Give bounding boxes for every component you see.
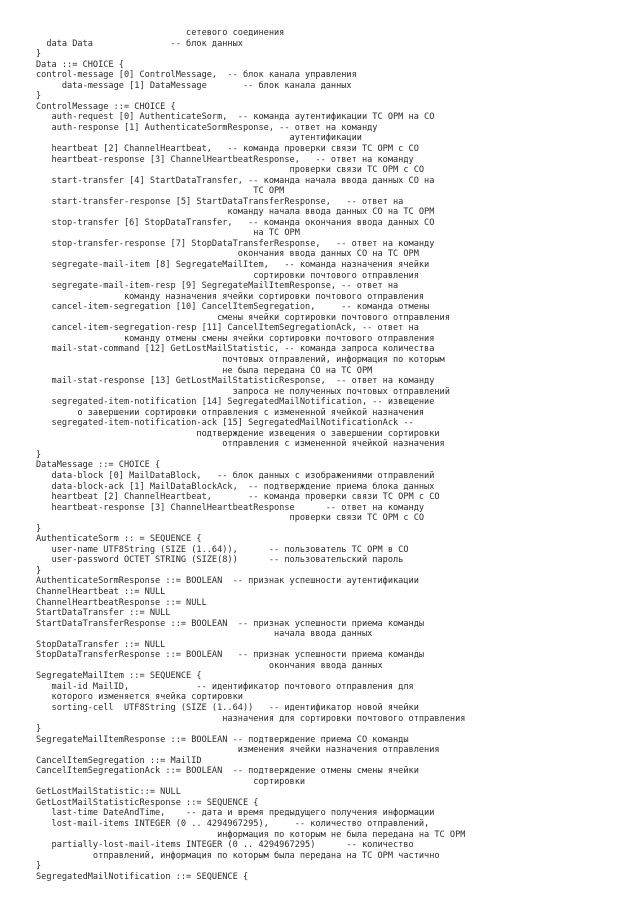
code-line: stop-transfer [6] StopDataTransfer, -- команда окончания ввода данных СО [36, 217, 435, 228]
code-line: stop-transfer-response [7] StopDataTransferResponse, -- ответ на команду [36, 238, 435, 249]
code-line: } [36, 724, 42, 735]
code-line: Data ::= CHOICE { [36, 59, 124, 70]
code-line: heartbeat-response [3] ChannelHeartbeatResponse -- ответ на команду [36, 502, 425, 513]
code-line: mail-id MailID, -- идентификатор почтового отправления для [36, 681, 414, 692]
code-line: проверки связи ТС ОРМ с СО [36, 165, 425, 176]
code-line: SegregateMailItemResponse ::= BOOLEAN -- подтверждение приема СО команды [36, 734, 409, 745]
code-line: user-name UTF8String (SIZE (1..64)), -- пользователь ТС ОРМ в СО [36, 544, 409, 555]
code-line: } [36, 49, 42, 60]
code-line: cancel-item-segregation-resp [11] CancelItemSegregationAck, -- ответ на [36, 323, 419, 334]
code-line: запроса не полученных почтовых отправлений [36, 386, 450, 397]
code-line: команду отмены смены ячейки сортировки почтового отправления [36, 333, 435, 344]
code-line: sorting-cell UTF8String (SIZE (1..64)) -- идентификатор новой ячейки [36, 703, 419, 713]
asn1-code-listing [36, 28, 626, 882]
code-line: отправления с измененной ячейкой назначения [36, 439, 445, 450]
code-line: StartDataTransfer ::= NULL [36, 608, 171, 619]
code-line: segregated-item-notification-ack [15] SegregatedMailNotificationAck -- [36, 418, 414, 429]
code-line: информация по которым не была передана на ТС ОРМ [36, 829, 466, 840]
code-line: сортировки [36, 776, 306, 787]
code-line: о завершении сортировки отправления с измененной ячейкой назначения [36, 407, 425, 418]
code-line: GetLostMailStatistic::= NULL [36, 787, 181, 798]
code-line: } [36, 91, 42, 102]
code-line: AuthenticateSormResponse ::= BOOLEAN -- признак успешности аутентификации [36, 576, 419, 587]
code-line: ChannelHeartbeat ::= NULL [36, 586, 166, 597]
code-line: start-transfer-response [5] StartDataTransferResponse, -- ответ на [36, 196, 404, 207]
code-line: CancelItemSegregation ::= MailID [36, 755, 202, 766]
code-line: mail-stat-command [12] GetLostMailStatistic, -- команда запроса количества [36, 344, 435, 355]
code-line: начала ввода данных [36, 629, 373, 640]
code-line: ControlMessage ::= CHOICE { [36, 101, 176, 112]
code-line: data-block [0] MailDataBlock, -- блок данных с изображениями отправлений [36, 470, 435, 481]
code-line: control-message [0] ControlMessage, -- блок канала управления [36, 70, 357, 81]
code-line: segregate-mail-item-resp [9] SegregateMailItemResponse, -- ответ на [36, 281, 399, 292]
code-line: segregate-mail-item [8] SegregateMailItem, -- команда назначения ячейки [36, 260, 430, 271]
code-line: не была передана СО на ТС ОРМ [36, 365, 373, 376]
code-line: команду начала ввода данных СО на ТС ОРМ [36, 207, 435, 218]
code-line: CancelItemSegregationAck ::= BOOLEAN -- подтверждение отмены смены ячейки [36, 766, 419, 777]
code-line: на ТС ОРМ [36, 228, 300, 239]
code-line: mail-stat-response [13] GetLostMailStatisticResponse, -- ответ на команду [36, 376, 435, 387]
code-line: отправлений, информация по которым была передана на ТС ОРМ частично [36, 850, 440, 861]
code-line: data-block-ack [1] MailDataBlockAck, -- подтверждение приема блока данных [36, 481, 435, 492]
code-line: } [36, 565, 42, 576]
code-line: StopDataTransfer ::= NULL [36, 639, 166, 650]
code-line: которого изменяется ячейка сортировки [36, 692, 243, 703]
code-line: auth-response [1] AuthenticateSormResponse, -- ответ на команду [36, 122, 378, 133]
code-line: сетевого соединения [36, 28, 285, 38]
code-line: ТС ОРМ [36, 186, 285, 197]
code-line: изменения ячейки назначения отправления [36, 745, 440, 756]
code-line: сортировки почтового отправления [36, 270, 419, 281]
code-line: SegregatedMailNotification ::= SEQUENCE { [36, 871, 249, 882]
code-line: lost-mail-items INTEGER (0 .. 4294967295), -- количество отправлений, [36, 819, 430, 830]
code-line: AuthenticateSorm :: = SEQUENCE { [36, 534, 202, 545]
code-line: start-transfer [4] StartDataTransfer, -- команда начала ввода данных СО на [36, 175, 435, 186]
code-line: data-message [1] DataMessage -- блок канала данных [36, 80, 352, 91]
code-line: heartbeat [2] ChannelHeartbeat, -- команда проверки связи ТС ОРМ с СО [36, 144, 419, 155]
code-line: segregated-item-notification [14] SegregatedMailNotification, -- извещение [36, 397, 435, 408]
code-line: аутентификации [36, 133, 362, 144]
code-line: StartDataTransferResponse ::= BOOLEAN -- признак успешности приема команды [36, 618, 425, 629]
code-line: heartbeat [2] ChannelHeartbeat, -- команда проверки связи ТС ОРМ с СО [36, 492, 440, 503]
code-line: окончания ввода данных [36, 660, 383, 671]
code-line: auth-request [0] AuthenticateSorm, -- команда аутентификации ТС ОРМ на СО [36, 112, 435, 123]
code-line: смены ячейки сортировки почтового отправления [36, 312, 450, 323]
code-line: cancel-item-segregation [10] CancelItemSegregation, -- команда отмены [36, 302, 430, 313]
code-line: user-password OCTET STRING (SIZE(8)) -- пользовательский пароль [36, 555, 404, 566]
code-line: } [36, 861, 42, 872]
code-line: ChannelHeartbeatResponse ::= NULL [36, 597, 207, 608]
code-line: проверки связи ТС ОРМ с СО [36, 513, 425, 524]
code-line: GetLostMailStatisticResponse ::= SEQUENCE { [36, 797, 259, 808]
code-line: SegregateMailItem ::= SEQUENCE { [36, 671, 202, 682]
code-line: окончания ввода данных СО на ТС ОРМ [36, 249, 419, 260]
code-line: StopDataTransferResponse ::= BOOLEAN -- признак успешности приема команды [36, 650, 425, 661]
code-line: почтовых отправлений, информация по которым [36, 354, 445, 365]
code-line: partially-lost-mail-items INTEGER (0 .. 4294967295) -- количество [36, 840, 414, 851]
code-line: data Data -- блок данных [36, 38, 243, 49]
code-line: } [36, 523, 42, 534]
code-line: команду назначения ячейки сортировки почтового отправления [36, 291, 425, 302]
code-line: DataMessage ::= CHOICE { [36, 460, 161, 471]
code-line: last-time DateAndTime, -- дата и время предыдущего получения информации [36, 808, 435, 819]
code-line: подтверждение извещения о завершении сортировки [36, 428, 440, 439]
code-line: назначения для сортировки почтового отправления [36, 713, 466, 724]
code-line: heartbeat-response [3] ChannelHeartbeatResponse, -- ответ на команду [36, 154, 414, 165]
code-line: } [36, 449, 42, 460]
